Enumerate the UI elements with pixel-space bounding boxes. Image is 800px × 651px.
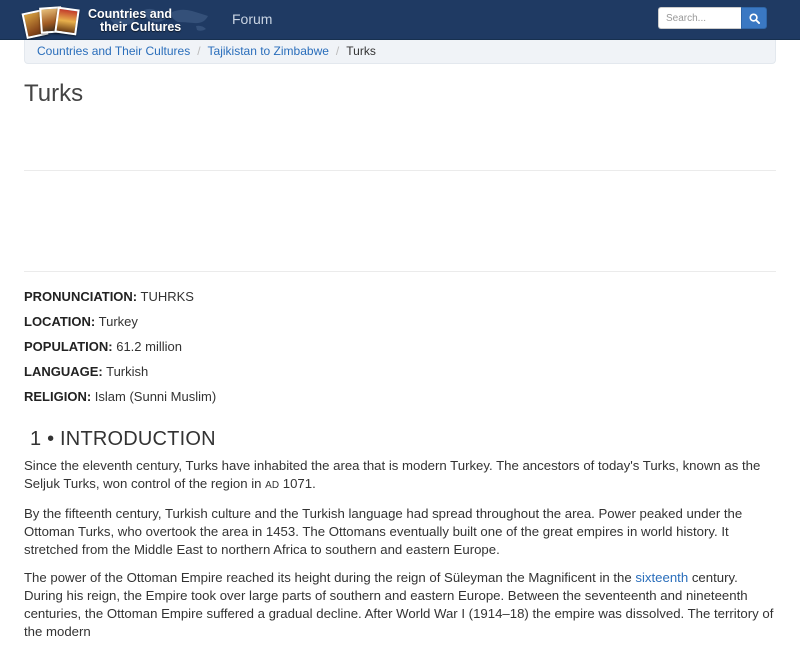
breadcrumb-separator: / (335, 44, 340, 58)
paragraph-2: By the fifteenth century, Turkish culture and the Turkish language had spread throughout the area. Power peaked under the Ottoman Turks, who overtook the area in 1453. The Ottomans eventually built one of the great empires in world history. It stretched from the Middle East to northern Africa to southern and eastern Europe. (24, 506, 743, 557)
paragraph-text: Since the eleventh century, Turks have inhabited the area that is modern Turkey. The ancestors of today's Turks, known as the Seljuk Turks, won control of the region in (24, 458, 761, 491)
breadcrumb (24, 40, 776, 64)
breadcrumb-link-region[interactable]: Tajikistan to Zimbabwe (207, 44, 329, 58)
page-title: Turks (24, 80, 84, 107)
fact-religion (24, 388, 776, 413)
fact-population (24, 338, 776, 363)
divider-bottom (24, 271, 776, 272)
paragraph-text: 1071. (279, 476, 316, 491)
fact-pronunciation (24, 288, 776, 313)
link-sixteenth[interactable]: sixteenth (635, 570, 689, 585)
logo-photos-icon (22, 2, 82, 40)
site-brand-name (88, 8, 181, 34)
breadcrumb-link-countries[interactable]: Countries and Their Cultures (37, 44, 191, 58)
article-body (24, 457, 776, 651)
site-logo-link[interactable] (22, 2, 218, 40)
fact-label: PRONUNCIATION: (24, 289, 138, 304)
fact-value: 61.2 million (116, 339, 182, 354)
breadcrumb-separator: / (197, 44, 201, 58)
fact-value: TUHRKS (140, 289, 194, 304)
search-button[interactable] (741, 7, 767, 29)
paragraph-text: The power of the Ottoman Empire reached its height during the reign of Süleyman the Magnificent in the (24, 570, 636, 585)
brand-line-2: their Cultures (100, 20, 182, 34)
fact-label: LOCATION: (24, 314, 96, 329)
fact-language (24, 363, 776, 388)
divider-top (24, 170, 776, 171)
search-icon (749, 13, 760, 24)
paragraph-3 (24, 569, 776, 641)
paragraph-1 (24, 457, 776, 495)
quick-facts (24, 288, 776, 413)
fact-label: LANGUAGE: (24, 364, 103, 379)
fact-location (24, 313, 776, 338)
era-label: AD (265, 480, 280, 491)
top-navbar (0, 0, 800, 40)
section-heading-introduction: 1 • INTRODUCTION (30, 428, 216, 450)
fact-value: Turkey (98, 314, 138, 329)
fact-label: RELIGION: (24, 389, 92, 404)
breadcrumb-current: Turks (346, 44, 376, 58)
brand-line-1: Countries and (88, 7, 173, 21)
fact-value: Turkish (106, 364, 149, 379)
fact-value: Islam (Sunni Muslim) (94, 389, 217, 404)
search-input[interactable] (658, 7, 741, 29)
nav-forum-link[interactable]: Forum (232, 11, 273, 27)
fact-label: POPULATION: (24, 339, 113, 354)
paragraph-text: century. During his reign, the Empire took over large parts of southern and eastern Europe. Between the seventeenth and nineteenth centuries, the Ottoman Empire suffered a gradual decline. After World War I (1914–18) the empire was dissolved. The territory of the modern (24, 570, 774, 639)
